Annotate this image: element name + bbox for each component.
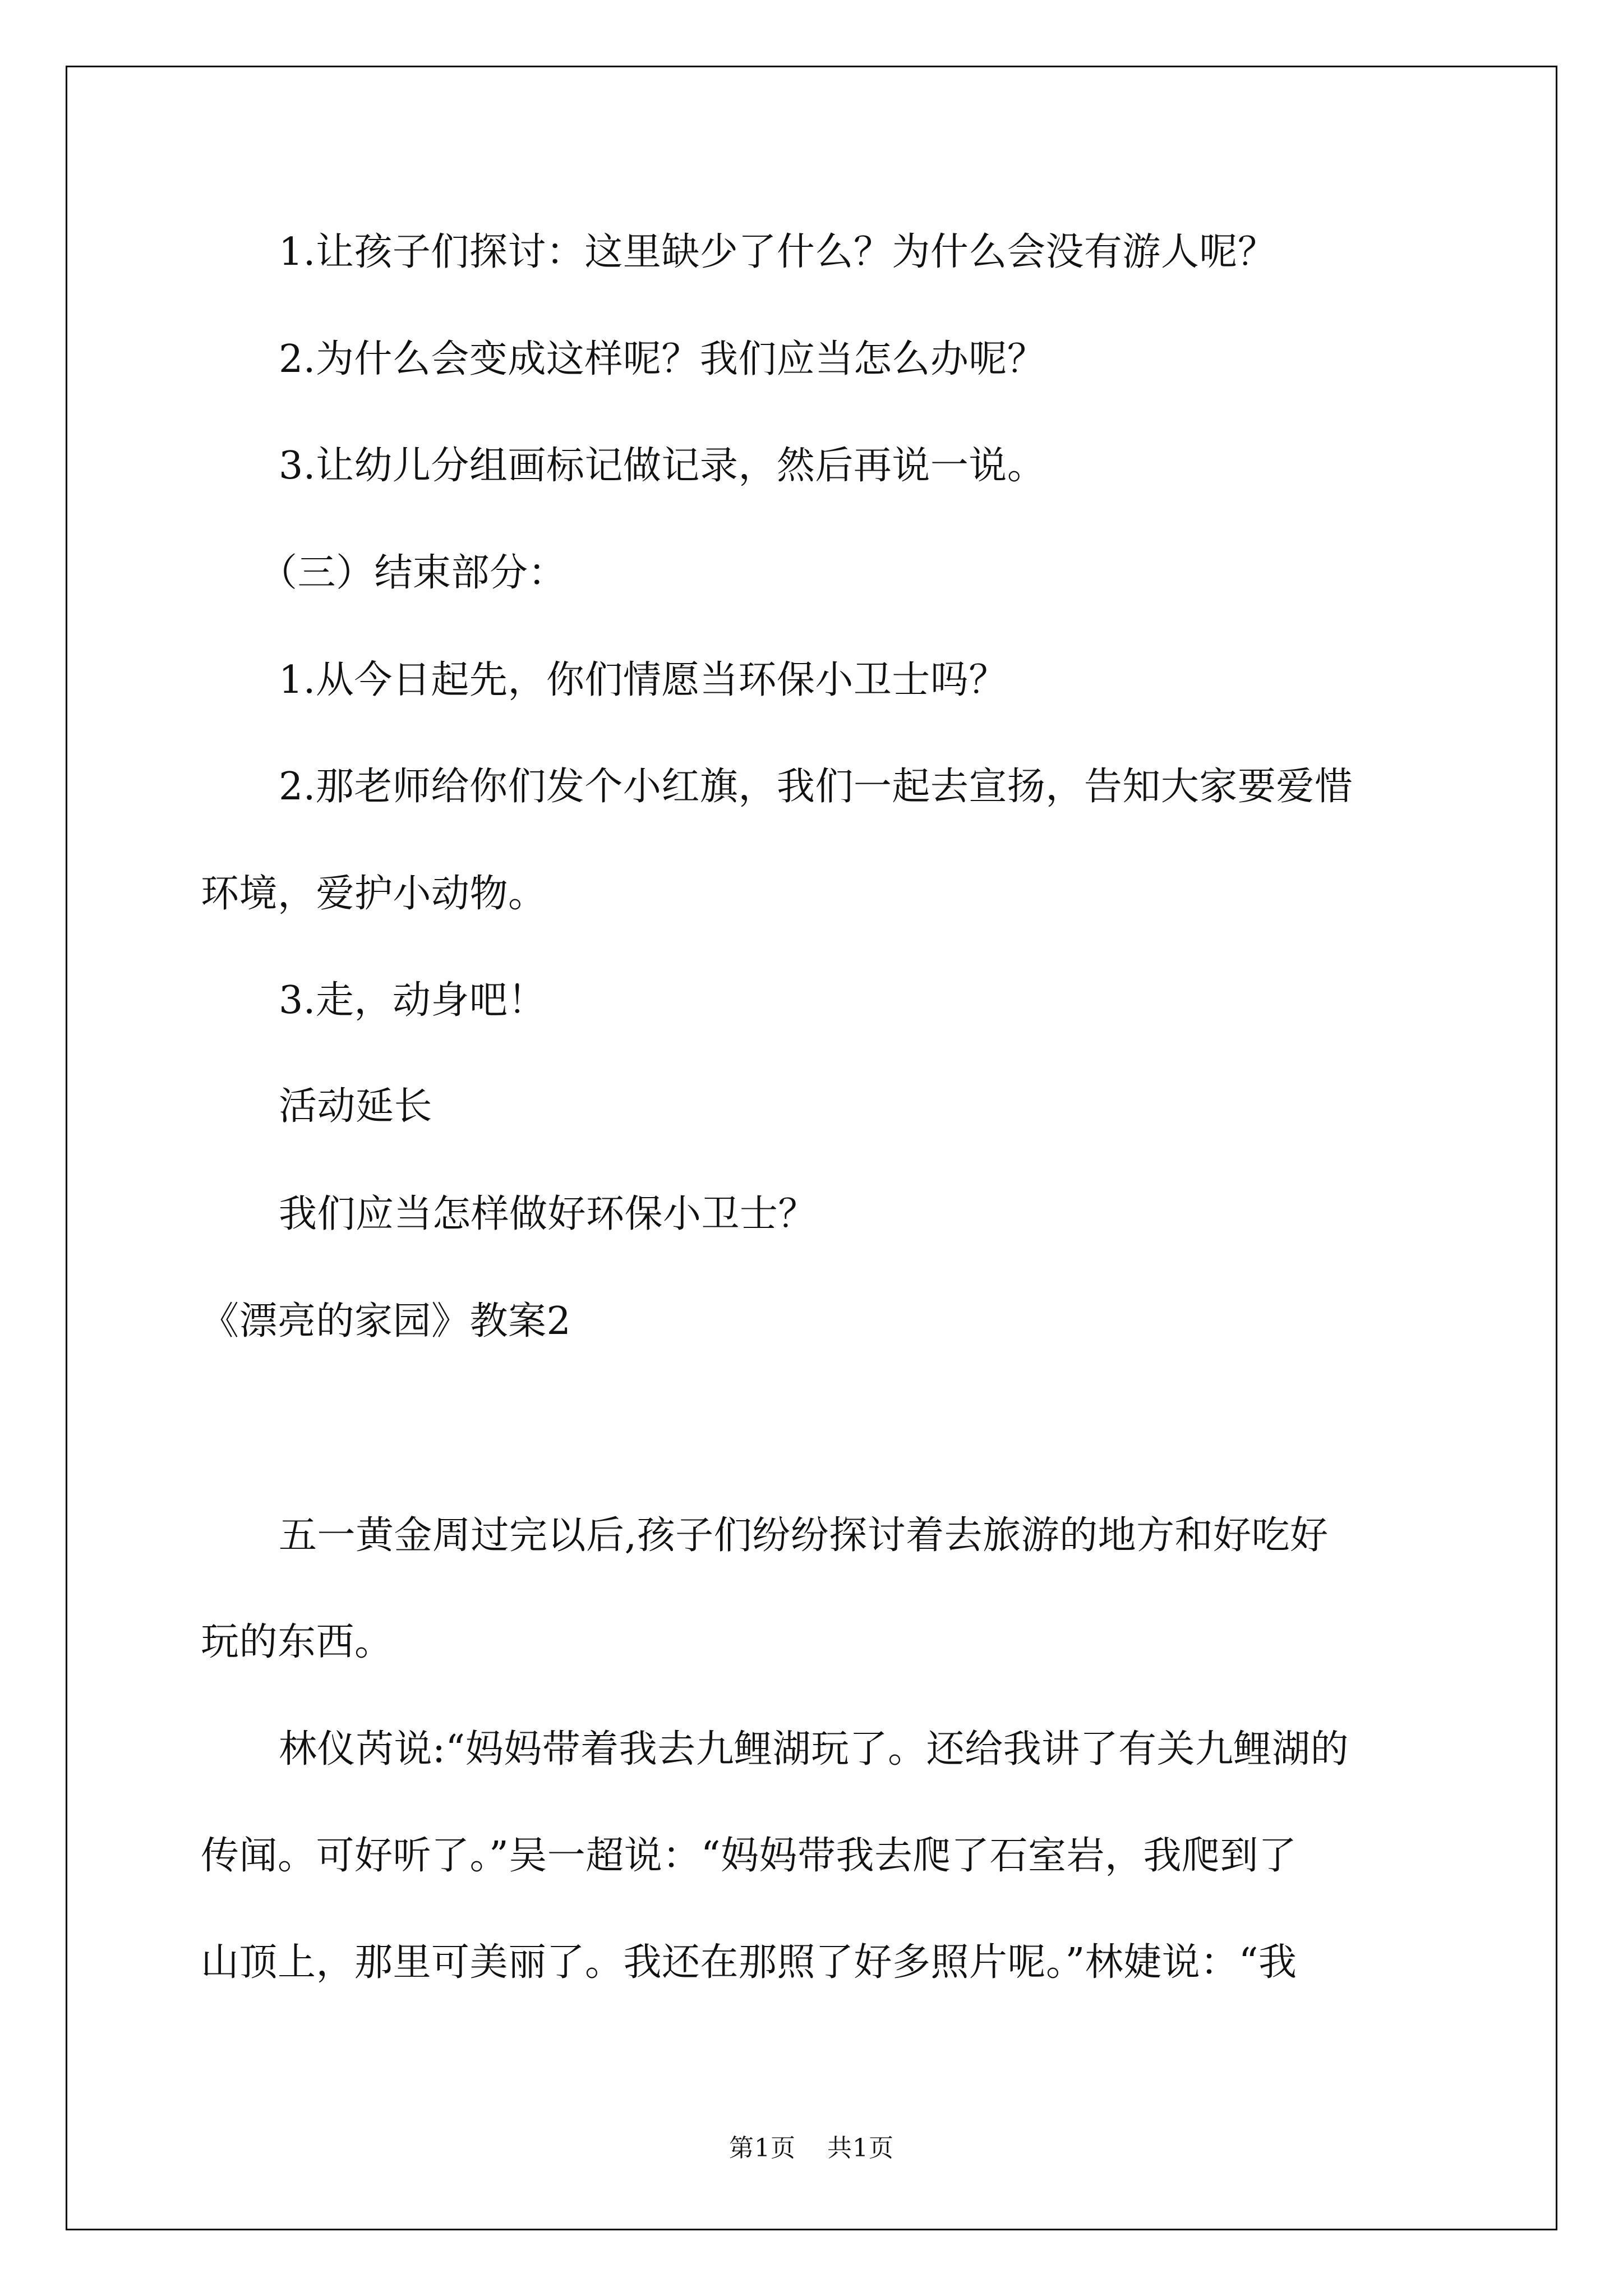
paragraph-line: 山顶上，那里可美丽了。我还在那照了好多照片呢。”林婕说：“我 — [201, 1940, 1297, 1985]
page-border — [66, 66, 1557, 2230]
paragraph-line: 2.为什么会变成这样呢？我们应当怎么办呢？ — [279, 337, 1046, 381]
paragraph-line: 2.那老师给你们发个小红旗，我们一起去宣扬，告知大家要爱惜 — [279, 765, 1353, 809]
paragraph-line: 活动延长 — [279, 1084, 433, 1129]
paragraph-line: 我们应当怎样做好环保小卫士？ — [279, 1192, 817, 1236]
section-heading: （三）结束部分： — [259, 551, 567, 595]
page-number: 第1页 — [729, 2134, 796, 2162]
paragraph-line: 五一黄金周过完以后,孩子们纷纷探讨着去旅游的地方和好吃好 — [279, 1513, 1329, 1558]
paragraph-line: 林仪芮说:“妈妈带着我去九鲤湖玩了。还给我讲了有关九鲤湖的 — [279, 1727, 1349, 1772]
paragraph-line: 1.从今日起先，你们情愿当环保小卫士吗？ — [279, 658, 1007, 702]
paragraph-line: 3.让幼儿分组画标记做记录，然后再说一说。 — [279, 444, 1046, 488]
page-footer — [0, 2136, 1623, 2161]
paragraph-line: 1.让孩子们探讨：这里缺少了什么？为什么会没有游人呢？ — [279, 230, 1276, 274]
paragraph-line: 传闻。可好听了。”吴一超说：“妈妈带我去爬了石室岩，我爬到了 — [201, 1834, 1297, 1878]
page-total: 共1页 — [827, 2134, 894, 2162]
document-subtitle: 《漂亮的家园》教案2 — [201, 1299, 571, 1343]
paragraph-line: 环境，爱护小动物。 — [201, 872, 547, 916]
paragraph-line: 玩的东西。 — [201, 1620, 393, 1664]
paragraph-line: 3.走，动身吧！ — [279, 978, 546, 1023]
